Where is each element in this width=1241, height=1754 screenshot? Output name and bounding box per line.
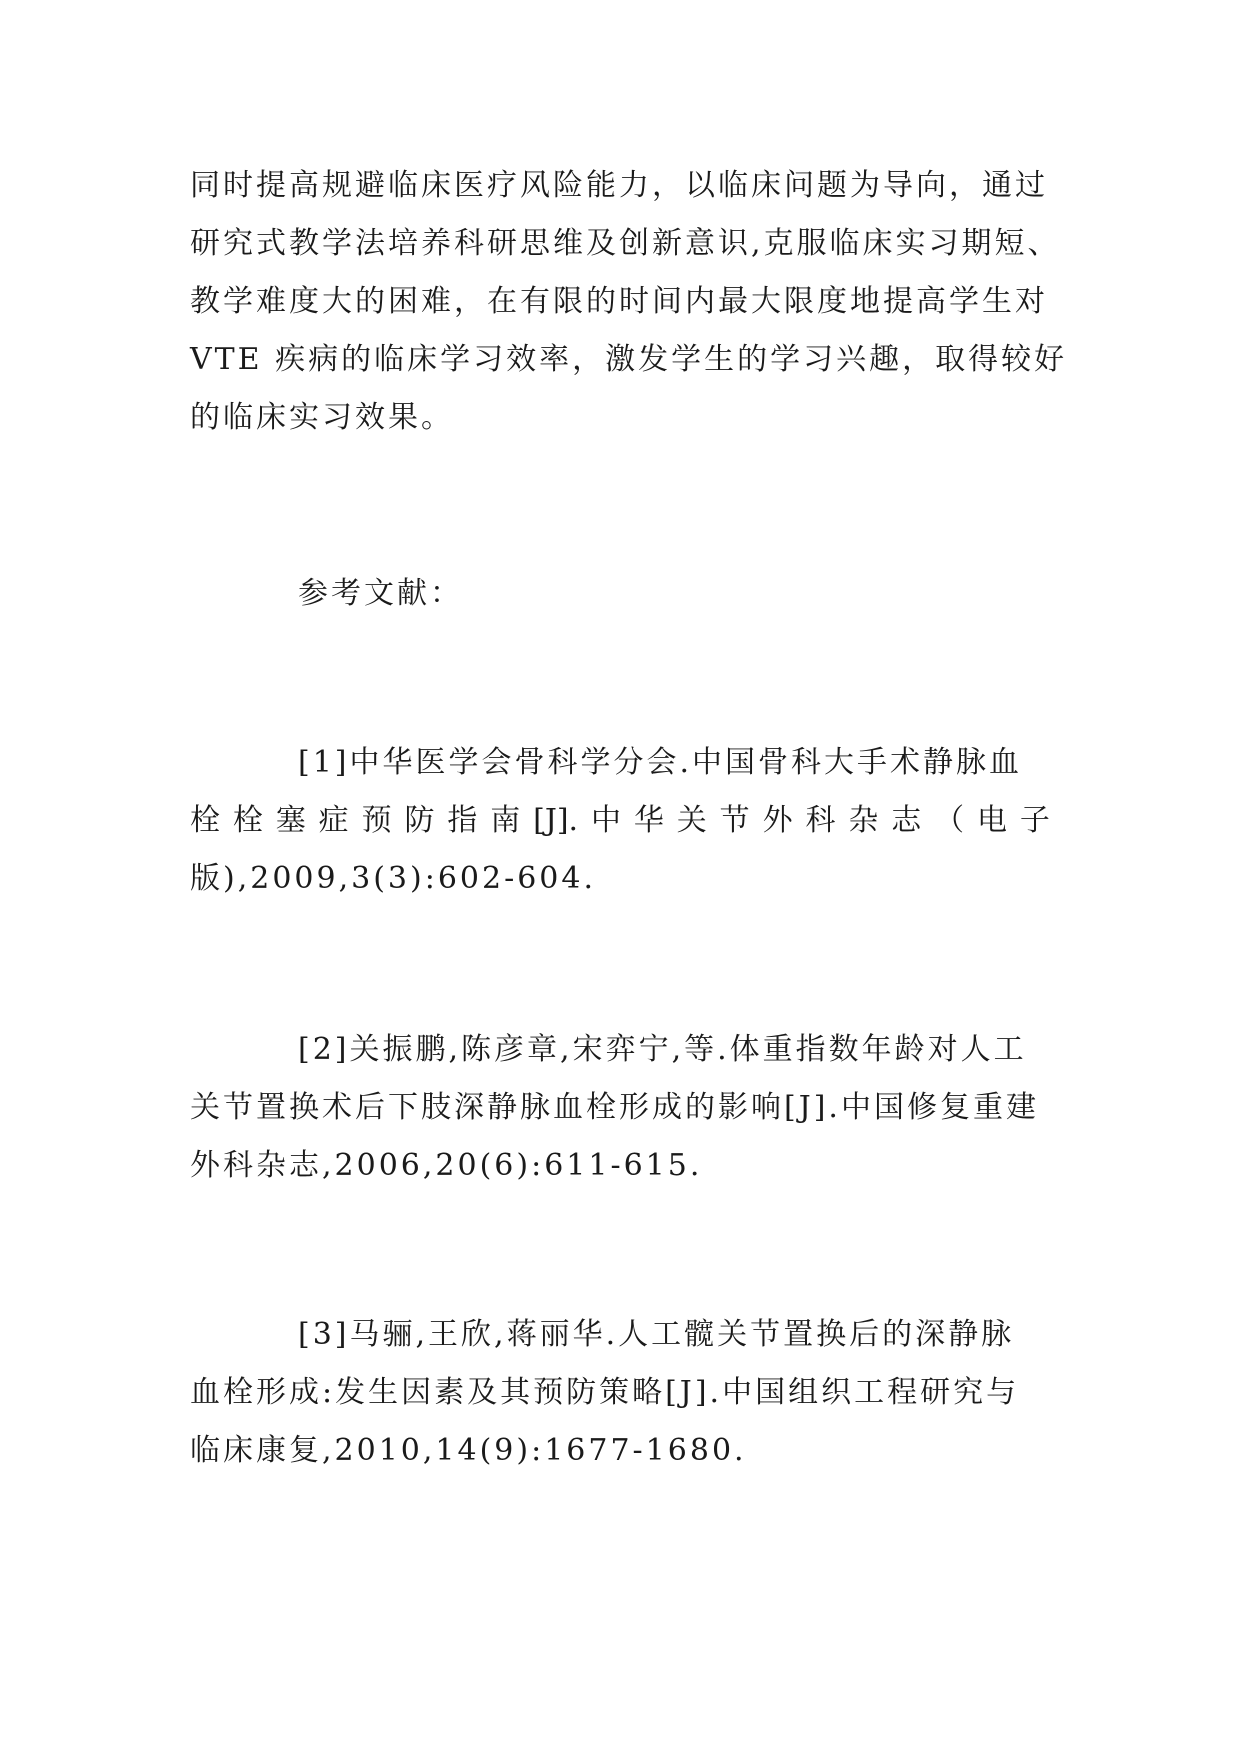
paragraph-line: VTE 疾病的临床学习效率，激发学生的学习兴趣，取得较好 bbox=[190, 342, 1068, 377]
paragraph-line: 研究式教学法培养科研思维及创新意识,克服临床实习期短、 bbox=[190, 226, 1061, 261]
reference-char: 志 bbox=[891, 803, 922, 838]
reference-line: 临床康复,2010,14(9):1677-1680. bbox=[190, 1433, 747, 1468]
reference-char: 节 bbox=[719, 803, 750, 838]
reference-line: 版),2009,3(3):602-604. bbox=[190, 861, 597, 896]
references-heading bbox=[298, 565, 1178, 623]
reference-line-justified bbox=[190, 792, 1050, 850]
reference-char: （ bbox=[934, 803, 965, 838]
reference-char: 中 bbox=[591, 803, 621, 838]
reference-char: 子 bbox=[1019, 803, 1050, 838]
reference-line: [2]关振鹏,陈彦章,宋弈宁,等.体重指数年龄对人工 bbox=[298, 1032, 1027, 1067]
reference-char: 栓 bbox=[232, 803, 263, 838]
reference-char: 防 bbox=[404, 803, 435, 838]
reference-line: [3]马骊,王欣,蒋丽华.人工髋关节置换后的深静脉 bbox=[298, 1317, 1015, 1352]
reference-item bbox=[190, 1306, 1070, 1480]
paragraph-line: 教学难度大的困难，在有限的时间内最大限度地提高学生对 bbox=[190, 284, 1048, 319]
reference-line: 关节置换术后下肢深静脉血栓形成的影响[J].中国修复重建 bbox=[190, 1090, 1039, 1125]
reference-char: 指 bbox=[447, 803, 478, 838]
reference-char: 塞 bbox=[275, 803, 306, 838]
reference-char: 症 bbox=[318, 803, 349, 838]
reference-char: 栓 bbox=[190, 803, 220, 838]
reference-char: 关 bbox=[676, 803, 707, 838]
reference-char: 科 bbox=[805, 803, 836, 838]
reference-char: 杂 bbox=[848, 803, 879, 838]
reference-char: 南 bbox=[490, 803, 521, 838]
reference-item bbox=[190, 1021, 1070, 1195]
reference-char: 外 bbox=[762, 803, 793, 838]
reference-char: 电 bbox=[977, 803, 1008, 838]
references-heading-text: 参考文献： bbox=[298, 576, 463, 611]
reference-item bbox=[190, 734, 1070, 908]
paragraph-line: 同时提高规避临床医疗风险能力，以临床问题为导向，通过 bbox=[190, 168, 1048, 203]
reference-char: 华 bbox=[633, 803, 664, 838]
reference-line: 血栓形成:发生因素及其预防策略[J].中国组织工程研究与 bbox=[190, 1375, 1020, 1410]
reference-line: [1]中华医学会骨科学分会.中国骨科大手术静脉血 bbox=[298, 745, 1023, 780]
paragraph-line: 的临床实习效果。 bbox=[190, 400, 454, 435]
body-paragraph bbox=[190, 157, 1070, 447]
reference-char: [J]. bbox=[533, 803, 579, 838]
reference-char: 预 bbox=[361, 803, 392, 838]
reference-line: 外科杂志,2006,20(6):611-615. bbox=[190, 1148, 703, 1183]
